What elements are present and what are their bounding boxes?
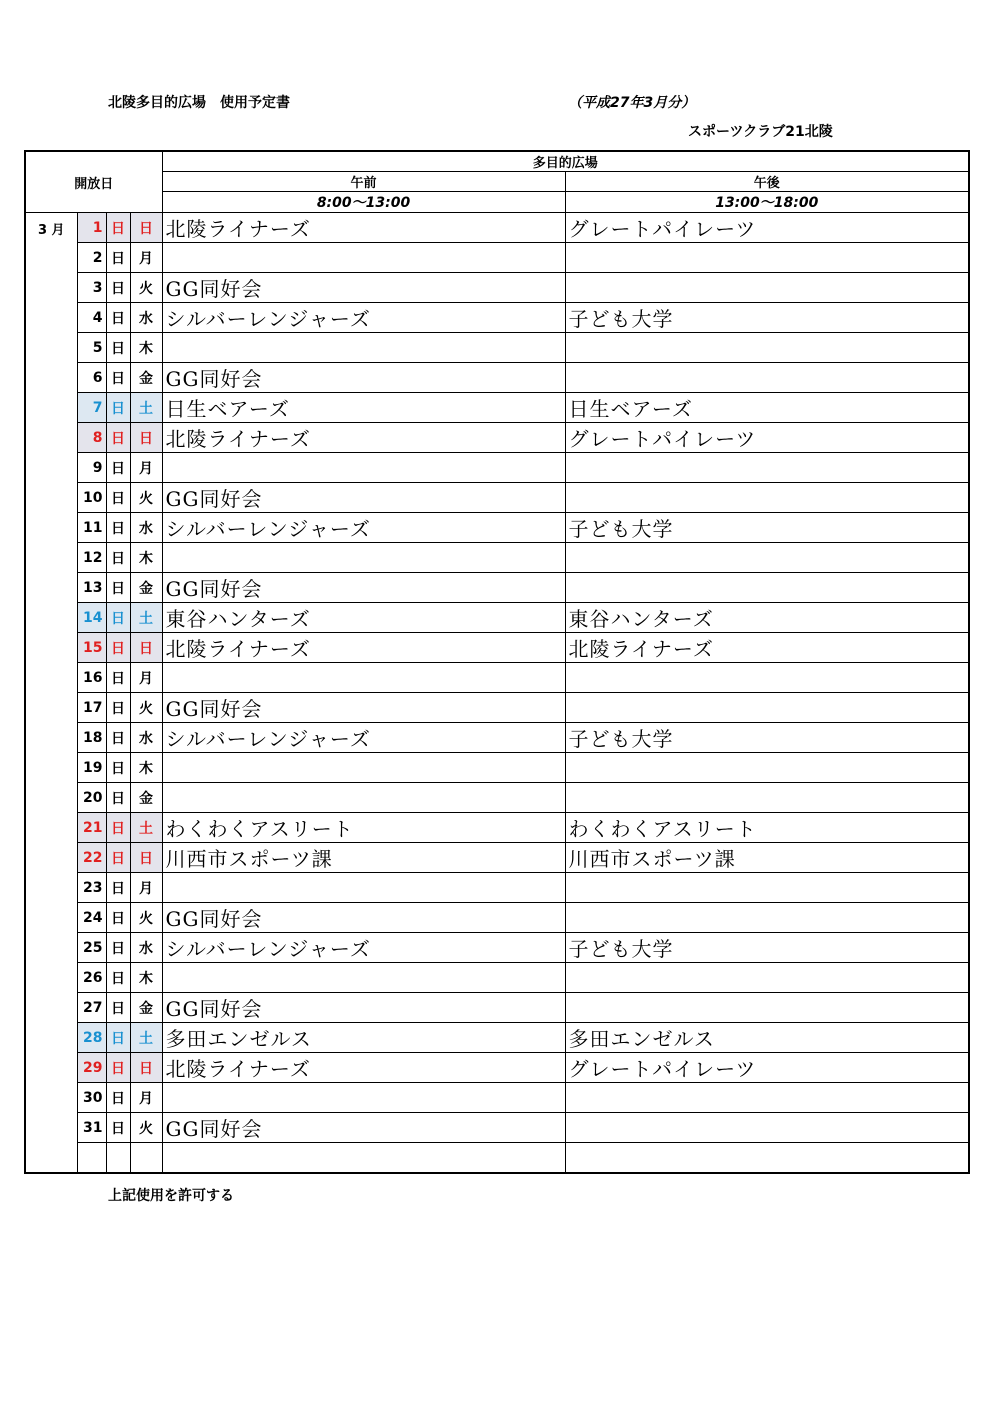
- weekday: 金: [130, 993, 162, 1023]
- weekday: 火: [130, 693, 162, 723]
- day-suffix: 日: [106, 963, 130, 993]
- am-booking: 日生ベアーズ: [162, 393, 565, 423]
- pm-booking: わくわくアスリート: [565, 813, 969, 843]
- pm-booking: グレートパイレーツ: [565, 423, 969, 453]
- empty-cell: [162, 1143, 565, 1174]
- weekday: 火: [130, 1113, 162, 1143]
- day-number: 16: [77, 663, 106, 693]
- empty-cell: [565, 1143, 969, 1174]
- weekday: 土: [130, 813, 162, 843]
- day-suffix: 日: [106, 843, 130, 873]
- day-suffix: 日: [106, 1113, 130, 1143]
- pm-booking: [565, 333, 969, 363]
- day-suffix: 日: [106, 633, 130, 663]
- pm-booking: [565, 993, 969, 1023]
- day-suffix: 日: [106, 663, 130, 693]
- weekday: 土: [130, 603, 162, 633]
- pm-booking: [565, 783, 969, 813]
- day-suffix: 日: [106, 483, 130, 513]
- open-day-header: 開放日: [25, 151, 162, 213]
- day-number: 5: [77, 333, 106, 363]
- pm-booking: 子ども大学: [565, 513, 969, 543]
- table-row: [25, 753, 969, 783]
- day-suffix: 日: [106, 1053, 130, 1083]
- pm-booking: 日生ベアーズ: [565, 393, 969, 423]
- day-number: 6: [77, 363, 106, 393]
- table-row: [25, 723, 969, 753]
- pm-booking: [565, 753, 969, 783]
- am-booking: [162, 243, 565, 273]
- weekday: 日: [130, 1053, 162, 1083]
- day-suffix: 日: [106, 273, 130, 303]
- day-suffix: 日: [106, 573, 130, 603]
- weekday: 火: [130, 273, 162, 303]
- pm-booking: [565, 363, 969, 393]
- day-number: 20: [77, 783, 106, 813]
- am-booking: 東谷ハンターズ: [162, 603, 565, 633]
- am-booking: 川西市スポーツ課: [162, 843, 565, 873]
- day-number: 25: [77, 933, 106, 963]
- am-booking: 北陵ライナーズ: [162, 213, 565, 243]
- day-number: 21: [77, 813, 106, 843]
- day-number: 17: [77, 693, 106, 723]
- table-row: [25, 843, 969, 873]
- weekday: 月: [130, 453, 162, 483]
- day-suffix: 日: [106, 993, 130, 1023]
- table-row: [25, 633, 969, 663]
- day-suffix: 日: [106, 783, 130, 813]
- day-number: 31: [77, 1113, 106, 1143]
- day-suffix: 日: [106, 393, 130, 423]
- am-booking: 北陵ライナーズ: [162, 423, 565, 453]
- day-suffix: 日: [106, 723, 130, 753]
- weekday: 土: [130, 393, 162, 423]
- weekday: 水: [130, 933, 162, 963]
- table-row: [25, 693, 969, 723]
- am-booking: [162, 783, 565, 813]
- weekday: 木: [130, 963, 162, 993]
- am-booking: GG同好会: [162, 693, 565, 723]
- am-booking: GG同好会: [162, 1113, 565, 1143]
- pm-booking: [565, 663, 969, 693]
- day-suffix: 日: [106, 603, 130, 633]
- empty-cell: [77, 1143, 106, 1174]
- day-suffix: 日: [106, 1083, 130, 1113]
- am-booking: 多田エンゼルス: [162, 1023, 565, 1053]
- day-suffix: 日: [106, 303, 130, 333]
- weekday: 月: [130, 1083, 162, 1113]
- am-booking: シルバーレンジャーズ: [162, 303, 565, 333]
- schedule-table: [24, 150, 970, 1174]
- period-label: （平成27年3月分）: [568, 95, 696, 111]
- am-booking: [162, 453, 565, 483]
- pm-booking: 東谷ハンターズ: [565, 603, 969, 633]
- table-row: [25, 603, 969, 633]
- day-number: 23: [77, 873, 106, 903]
- weekday: 日: [130, 633, 162, 663]
- weekday: 金: [130, 573, 162, 603]
- day-suffix: 日: [106, 333, 130, 363]
- table-row: [25, 903, 969, 933]
- pm-booking: [565, 483, 969, 513]
- table-row: [25, 813, 969, 843]
- empty-row: [25, 1143, 969, 1174]
- weekday: 火: [130, 483, 162, 513]
- am-booking: [162, 543, 565, 573]
- pm-booking: [565, 243, 969, 273]
- day-suffix: 日: [106, 213, 130, 243]
- table-row: [25, 543, 969, 573]
- day-suffix: 日: [106, 753, 130, 783]
- table-row: [25, 1113, 969, 1143]
- day-suffix: 日: [106, 543, 130, 573]
- pm-booking: [565, 873, 969, 903]
- am-booking: GG同好会: [162, 903, 565, 933]
- day-number: 15: [77, 633, 106, 663]
- am-booking: [162, 333, 565, 363]
- am-booking: シルバーレンジャーズ: [162, 933, 565, 963]
- day-number: 7: [77, 393, 106, 423]
- weekday: 土: [130, 1023, 162, 1053]
- weekday: 日: [130, 843, 162, 873]
- table-row: [25, 1023, 969, 1053]
- approval-note: 上記使用を許可する: [108, 1188, 234, 1204]
- table-row: [25, 243, 969, 273]
- empty-cell: [106, 1143, 130, 1174]
- day-number: 30: [77, 1083, 106, 1113]
- organization-name: スポーツクラブ21北陵: [688, 124, 833, 140]
- pm-booking: [565, 1083, 969, 1113]
- pm-time: 13:00〜18:00: [565, 192, 969, 213]
- am-booking: [162, 873, 565, 903]
- am-booking: わくわくアスリート: [162, 813, 565, 843]
- day-number: 29: [77, 1053, 106, 1083]
- day-number: 9: [77, 453, 106, 483]
- table-row: [25, 783, 969, 813]
- day-suffix: 日: [106, 243, 130, 273]
- weekday: 水: [130, 723, 162, 753]
- document-title: 北陵多目的広場 使用予定書: [108, 95, 290, 111]
- pm-booking: グレートパイレーツ: [565, 213, 969, 243]
- day-number: 2: [77, 243, 106, 273]
- day-number: 1: [77, 213, 106, 243]
- pm-booking: [565, 903, 969, 933]
- day-number: 18: [77, 723, 106, 753]
- pm-header: 午後: [565, 172, 969, 192]
- table-row: [25, 1053, 969, 1083]
- pm-booking: [565, 453, 969, 483]
- table-row: [25, 423, 969, 453]
- day-suffix: 日: [106, 933, 130, 963]
- weekday: 月: [130, 873, 162, 903]
- day-number: 10: [77, 483, 106, 513]
- pm-booking: [565, 1113, 969, 1143]
- table-row: [25, 873, 969, 903]
- weekday: 水: [130, 513, 162, 543]
- day-number: 27: [77, 993, 106, 1023]
- am-booking: シルバーレンジャーズ: [162, 513, 565, 543]
- table-row: [25, 663, 969, 693]
- day-number: 22: [77, 843, 106, 873]
- weekday: 月: [130, 243, 162, 273]
- weekday: 日: [130, 213, 162, 243]
- pm-booking: [565, 693, 969, 723]
- table-row: [25, 333, 969, 363]
- am-booking: GG同好会: [162, 273, 565, 303]
- weekday: 月: [130, 663, 162, 693]
- weekday: 木: [130, 543, 162, 573]
- day-suffix: 日: [106, 1023, 130, 1053]
- pm-booking: 北陵ライナーズ: [565, 633, 969, 663]
- facility-header: 多目的広場: [162, 151, 969, 172]
- am-booking: [162, 663, 565, 693]
- am-booking: GG同好会: [162, 363, 565, 393]
- table-row: [25, 483, 969, 513]
- table-row: [25, 1083, 969, 1113]
- am-booking: GG同好会: [162, 573, 565, 603]
- am-booking: [162, 963, 565, 993]
- day-suffix: 日: [106, 513, 130, 543]
- am-booking: GG同好会: [162, 993, 565, 1023]
- day-number: 14: [77, 603, 106, 633]
- table-row: [25, 213, 969, 243]
- empty-cell: [130, 1143, 162, 1174]
- day-number: 28: [77, 1023, 106, 1053]
- pm-booking: 子ども大学: [565, 303, 969, 333]
- day-number: 26: [77, 963, 106, 993]
- am-booking: 北陵ライナーズ: [162, 1053, 565, 1083]
- day-suffix: 日: [106, 363, 130, 393]
- pm-booking: 子ども大学: [565, 723, 969, 753]
- table-row: [25, 963, 969, 993]
- day-suffix: 日: [106, 813, 130, 843]
- pm-booking: [565, 573, 969, 603]
- weekday: 火: [130, 903, 162, 933]
- pm-booking: グレートパイレーツ: [565, 1053, 969, 1083]
- day-suffix: 日: [106, 423, 130, 453]
- day-number: 12: [77, 543, 106, 573]
- am-booking: [162, 1083, 565, 1113]
- table-row: [25, 303, 969, 333]
- pm-booking: 川西市スポーツ課: [565, 843, 969, 873]
- table-row: [25, 933, 969, 963]
- table-row: [25, 393, 969, 423]
- pm-booking: 子ども大学: [565, 933, 969, 963]
- pm-booking: [565, 543, 969, 573]
- table-row: [25, 453, 969, 483]
- am-booking: GG同好会: [162, 483, 565, 513]
- day-suffix: 日: [106, 453, 130, 483]
- am-booking: 北陵ライナーズ: [162, 633, 565, 663]
- table-row: [25, 573, 969, 603]
- day-suffix: 日: [106, 903, 130, 933]
- weekday: 木: [130, 753, 162, 783]
- am-booking: シルバーレンジャーズ: [162, 723, 565, 753]
- am-header: 午前: [162, 172, 565, 192]
- day-number: 13: [77, 573, 106, 603]
- table-row: [25, 273, 969, 303]
- pm-booking: [565, 273, 969, 303]
- day-suffix: 日: [106, 873, 130, 903]
- table-row: [25, 513, 969, 543]
- day-suffix: 日: [106, 693, 130, 723]
- weekday: 水: [130, 303, 162, 333]
- day-number: 19: [77, 753, 106, 783]
- am-time: 8:00〜13:00: [162, 192, 565, 213]
- weekday: 金: [130, 363, 162, 393]
- weekday: 木: [130, 333, 162, 363]
- month-label: 3 月: [25, 213, 77, 1174]
- day-number: 3: [77, 273, 106, 303]
- table-row: [25, 363, 969, 393]
- weekday: 日: [130, 423, 162, 453]
- weekday: 金: [130, 783, 162, 813]
- day-number: 11: [77, 513, 106, 543]
- day-number: 8: [77, 423, 106, 453]
- table-row: [25, 993, 969, 1023]
- am-booking: [162, 753, 565, 783]
- day-number: 4: [77, 303, 106, 333]
- pm-booking: [565, 963, 969, 993]
- pm-booking: 多田エンゼルス: [565, 1023, 969, 1053]
- day-number: 24: [77, 903, 106, 933]
